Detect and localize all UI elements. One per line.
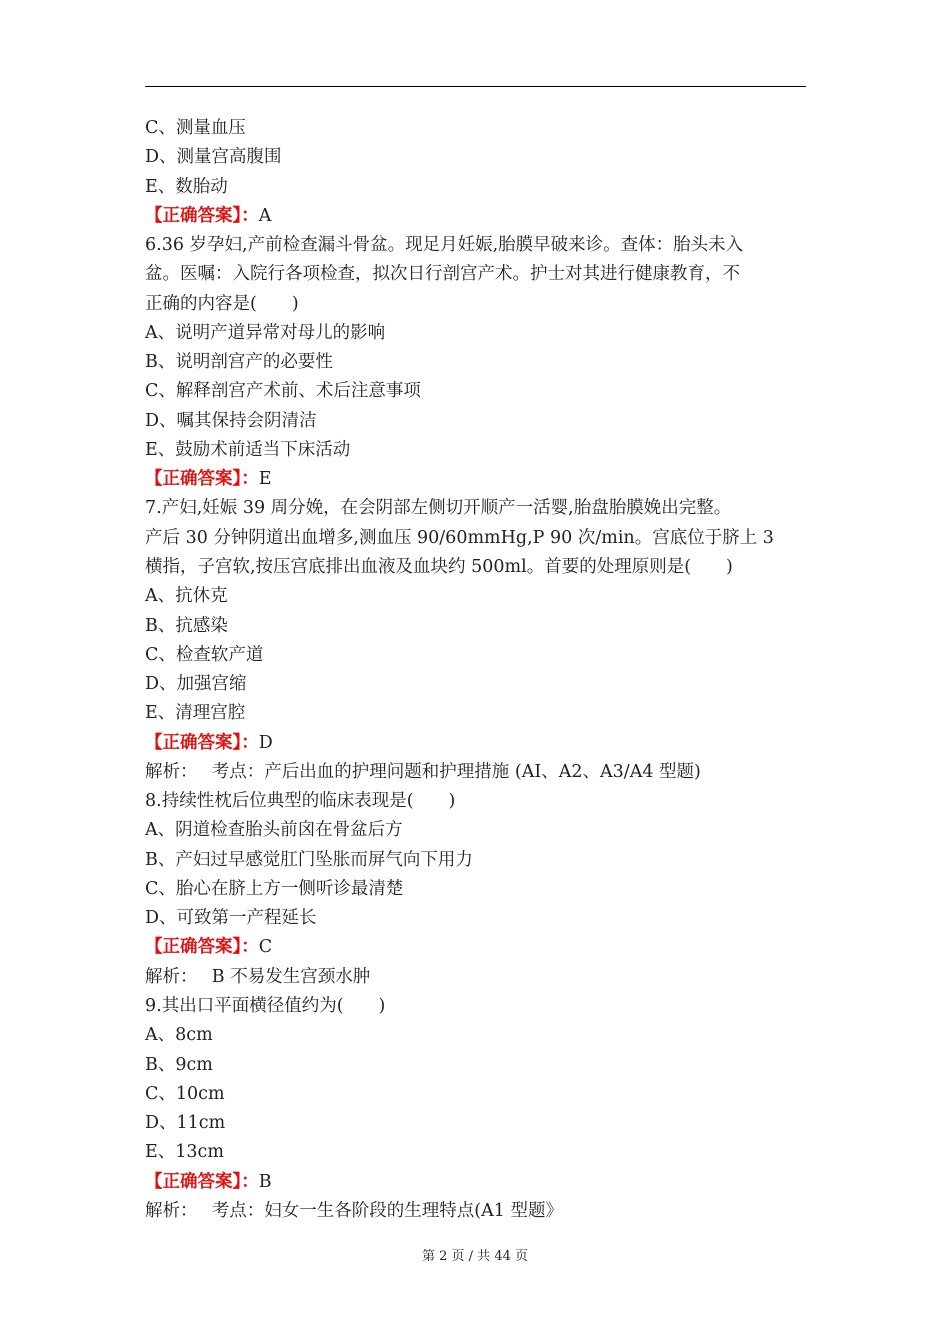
option-line: A、抗休克 <box>145 586 228 607</box>
option-line: C、测量血压 <box>145 118 246 138</box>
answer-value: A <box>258 205 272 226</box>
question-line: 正确的内容是( ) <box>145 293 299 314</box>
option-line: D、嘱其保持会阴清洁 <box>145 410 317 431</box>
option-line: D、可致第一产程延长 <box>145 908 317 929</box>
header-rule <box>145 86 806 87</box>
option-line: C、胎心在脐上方一侧听诊最清楚 <box>145 878 404 899</box>
answer-value: B <box>258 1171 272 1192</box>
explanation-line: 解析： 考点：妇女一生各阶段的生理特点(A1 型题》 <box>145 1200 563 1221</box>
option-line: D、测量宫高腹围 <box>145 147 282 168</box>
answer-value: E <box>258 469 272 490</box>
explanation-line: 解析： B 不易发生宫颈水肿 <box>145 966 371 987</box>
option-line: B、产妇过早感觉肛门坠胀而屏气向下用力 <box>145 849 473 870</box>
option-line: A、8cm <box>145 1025 213 1046</box>
option-line: A、阴道检查胎头前囟在骨盆后方 <box>145 820 403 841</box>
option-line: D、加强宫缩 <box>145 674 247 695</box>
option-line: E、数胎动 <box>145 176 228 197</box>
option-line: A、说明产道异常对母儿的影响 <box>145 322 386 343</box>
option-line: B、9cm <box>145 1054 213 1075</box>
option-line: E、清理宫腔 <box>145 703 246 724</box>
answer-line <box>145 933 810 962</box>
option-line: B、说明剖宫产的必要性 <box>145 352 333 373</box>
answer-line <box>145 729 810 758</box>
option-line: D、11cm <box>145 1113 226 1134</box>
answer-line <box>145 465 810 494</box>
option-line: E、鼓励术前适当下床活动 <box>145 439 351 460</box>
question-line: 盆。医嘱：入院行各项检查，拟次日行剖宫产术。护士对其进行健康教育，不 <box>145 264 740 285</box>
answer-label: 【正确答案】： <box>145 469 259 490</box>
question-line: 7.产妇,妊娠 39 周分娩，在会阴部左侧切开顺产一活婴,胎盘胎膜娩出完整。 <box>145 498 732 519</box>
answer-label: 【正确答案】： <box>145 732 259 753</box>
answer-line <box>145 202 810 231</box>
document-body <box>145 114 810 1226</box>
option-line: B、抗感染 <box>145 615 228 636</box>
question-line: 9.其出口平面横径值约为( ) <box>145 995 386 1016</box>
question-line: 横指，子宫软,按压宫底排出血液及血块约 500ml。首要的处理原则是( ) <box>145 556 733 577</box>
answer-label: 【正确答案】： <box>145 937 259 958</box>
option-line: C、解释剖宫产术前、术后注意事项 <box>145 381 421 402</box>
answer-label: 【正确答案】： <box>145 205 259 226</box>
answer-label: 【正确答案】： <box>145 1171 259 1192</box>
answer-line <box>145 1168 810 1197</box>
option-line: C、检查软产道 <box>145 644 264 665</box>
question-line: 产后 30 分钟阴道出血增多,测血压 90/60mmHg,P 90 次/min。宫底位于脐上 3 <box>145 527 774 548</box>
explanation-line: 解析： 考点：产后出血的护理问题和护理措施 (AI、A2、A3/A4 型题) <box>145 761 701 782</box>
option-line: C、10cm <box>145 1083 225 1104</box>
question-line: 8.持续性枕后位典型的临床表现是( ) <box>145 791 456 812</box>
page-footer: 第 2 页 / 共 44 页 <box>422 1249 528 1264</box>
option-line: E、13cm <box>145 1142 224 1163</box>
question-line: 6.36 岁孕妇,产前检查漏斗骨盆。现足月妊娠,胎膜早破来诊。查体：胎头未入 <box>145 235 744 256</box>
answer-value: D <box>258 732 273 753</box>
answer-value: C <box>258 937 273 958</box>
